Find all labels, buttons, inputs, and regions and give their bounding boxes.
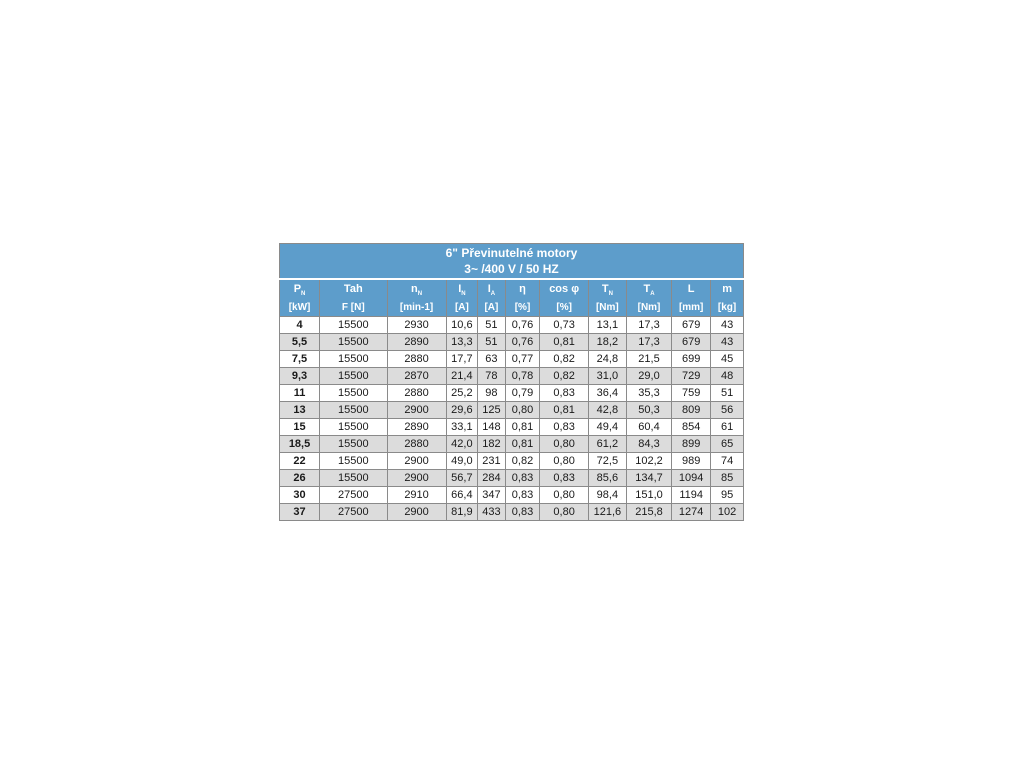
table-cell: 0,77	[505, 351, 540, 368]
table-cell: 0,83	[505, 470, 540, 487]
table-cell: 18,2	[588, 334, 626, 351]
table-cell: 854	[672, 419, 711, 436]
column-header	[280, 279, 320, 317]
table-cell: 15500	[320, 453, 387, 470]
table-row	[280, 351, 744, 368]
table-cell: 33,1	[446, 419, 478, 436]
table-cell: 13,1	[588, 317, 626, 334]
table-cell: 13,3	[446, 334, 478, 351]
table-cell: 36,4	[588, 385, 626, 402]
table-cell: 182	[478, 436, 505, 453]
table-cell: 0,80	[540, 436, 589, 453]
table-cell: 9,3	[280, 368, 320, 385]
table-cell: 42,0	[446, 436, 478, 453]
table-cell: 66,4	[446, 487, 478, 504]
table-cell: 0,83	[540, 470, 589, 487]
table-cell: 0,81	[505, 419, 540, 436]
table-row	[280, 385, 744, 402]
table-cell: 2890	[387, 334, 446, 351]
table-cell: 15500	[320, 351, 387, 368]
table-cell: 85	[711, 470, 744, 487]
table-row	[280, 334, 744, 351]
table-cell: 0,80	[505, 402, 540, 419]
table-cell: 48	[711, 368, 744, 385]
table-cell: 151,0	[626, 487, 671, 504]
column-header	[672, 279, 711, 317]
column-symbol-subscript: N	[417, 290, 423, 297]
table-cell: 81,9	[446, 504, 478, 521]
table-cell: 809	[672, 402, 711, 419]
table-cell: 78	[478, 368, 505, 385]
table-cell: 2900	[387, 453, 446, 470]
table-cell: 0,81	[505, 436, 540, 453]
table-cell: 17,3	[626, 334, 671, 351]
column-header-row	[280, 279, 744, 317]
column-unit: [A]	[484, 301, 499, 313]
column-unit: [kW]	[288, 301, 311, 313]
table-cell: 0,76	[505, 334, 540, 351]
column-symbol: η	[519, 282, 526, 295]
column-header	[505, 279, 540, 317]
table-cell: 21,4	[446, 368, 478, 385]
table-cell: 0,79	[505, 385, 540, 402]
table-cell: 0,80	[540, 487, 589, 504]
table-row	[280, 317, 744, 334]
table-cell: 729	[672, 368, 711, 385]
table-row	[280, 470, 744, 487]
motor-spec-sheet	[279, 243, 744, 521]
table-cell: 284	[478, 470, 505, 487]
column-unit: [mm]	[678, 301, 704, 313]
table-row	[280, 487, 744, 504]
table-cell: 2910	[387, 487, 446, 504]
table-cell: 899	[672, 436, 711, 453]
table-body	[280, 317, 744, 521]
column-header	[626, 279, 671, 317]
table-cell: 102,2	[626, 453, 671, 470]
column-symbol: cos φ	[549, 282, 580, 295]
column-symbol-subscript: N	[608, 290, 613, 297]
table-cell: 989	[672, 453, 711, 470]
table-cell: 26	[280, 470, 320, 487]
table-row	[280, 402, 744, 419]
table-cell: 42,8	[588, 402, 626, 419]
table-cell: 37	[280, 504, 320, 521]
column-unit: [A]	[454, 301, 469, 313]
table-cell: 98	[478, 385, 505, 402]
table-cell: 25,2	[446, 385, 478, 402]
table-cell: 0,81	[540, 402, 589, 419]
table-cell: 11	[280, 385, 320, 402]
table-title-row	[280, 244, 744, 280]
table-row	[280, 368, 744, 385]
table-cell: 17,3	[626, 317, 671, 334]
table-cell: 433	[478, 504, 505, 521]
column-unit: [Nm]	[637, 301, 661, 313]
table-cell: 0,82	[540, 368, 589, 385]
column-header	[387, 279, 446, 317]
column-symbol-subscript: A	[490, 290, 496, 297]
column-header	[711, 279, 744, 317]
table-cell: 1094	[672, 470, 711, 487]
table-cell: 4	[280, 317, 320, 334]
table-cell: 759	[672, 385, 711, 402]
column-symbol: $n_N$	[411, 282, 423, 297]
table-cell: 95	[711, 487, 744, 504]
table-cell: 18,5	[280, 436, 320, 453]
table-cell: 27500	[320, 504, 387, 521]
table-cell: 125	[478, 402, 505, 419]
column-unit: [%]	[556, 301, 572, 313]
table-cell: 15500	[320, 368, 387, 385]
table-cell: 0,78	[505, 368, 540, 385]
column-symbol: L	[687, 282, 695, 295]
table-cell: 2900	[387, 402, 446, 419]
table-cell: 1274	[672, 504, 711, 521]
table-cell: 134,7	[626, 470, 671, 487]
table-cell: 2900	[387, 504, 446, 521]
table-cell: 15500	[320, 470, 387, 487]
table-cell: 56,7	[446, 470, 478, 487]
table-cell: 2870	[387, 368, 446, 385]
table-cell: 679	[672, 317, 711, 334]
table-cell: 0,82	[505, 453, 540, 470]
table-cell: 15500	[320, 385, 387, 402]
table-cell: 13	[280, 402, 320, 419]
column-header	[540, 279, 589, 317]
column-symbol: m	[722, 282, 732, 295]
table-cell: 21,5	[626, 351, 671, 368]
column-symbol: Tah	[343, 282, 363, 295]
table-cell: 30	[280, 487, 320, 504]
table-cell: 72,5	[588, 453, 626, 470]
table-cell: 0,76	[505, 317, 540, 334]
table-cell: 85,6	[588, 470, 626, 487]
table-cell: 2900	[387, 470, 446, 487]
table-cell: 679	[672, 334, 711, 351]
table-cell: 63	[478, 351, 505, 368]
table-cell: 74	[711, 453, 744, 470]
table-cell: 2930	[387, 317, 446, 334]
table-cell: 7,5	[280, 351, 320, 368]
table-cell: 51	[478, 317, 505, 334]
column-unit: [min-1]	[399, 301, 434, 313]
column-symbol-subscript: A	[650, 290, 655, 297]
column-symbol-subscript: N	[301, 290, 306, 297]
table-cell: 15500	[320, 436, 387, 453]
table-cell: 10,6	[446, 317, 478, 334]
column-unit: [kg]	[717, 301, 737, 313]
table-cell: 24,8	[588, 351, 626, 368]
table-cell: 15500	[320, 402, 387, 419]
column-unit: F [N]	[341, 301, 365, 313]
table-title-line1: 6" Převinutelné motory	[445, 246, 578, 260]
table-cell: 43	[711, 334, 744, 351]
table-cell: 51	[478, 334, 505, 351]
table-cell: 65	[711, 436, 744, 453]
table-cell: 0,83	[505, 487, 540, 504]
table-cell: 121,6	[588, 504, 626, 521]
table-cell: 699	[672, 351, 711, 368]
table-cell: 84,3	[626, 436, 671, 453]
table-cell: 0,83	[505, 504, 540, 521]
column-header	[478, 279, 505, 317]
table-cell: 15500	[320, 419, 387, 436]
table-cell: 148	[478, 419, 505, 436]
table-cell: 0,80	[540, 504, 589, 521]
column-symbol: $I_N$	[458, 282, 466, 297]
table-row	[280, 419, 744, 436]
table-cell: 31,0	[588, 368, 626, 385]
column-symbol-subscript: N	[461, 290, 466, 297]
table-cell: 15	[280, 419, 320, 436]
column-symbol: $T_N$	[601, 282, 613, 297]
column-header	[588, 279, 626, 317]
column-header	[446, 279, 478, 317]
table-row	[280, 453, 744, 470]
table-cell: 45	[711, 351, 744, 368]
column-symbol: $P_N$	[293, 282, 306, 297]
table-cell: 15500	[320, 317, 387, 334]
table-cell: 1194	[672, 487, 711, 504]
table-cell: 2880	[387, 385, 446, 402]
column-symbol: $T_A$	[643, 282, 655, 297]
table-cell: 2880	[387, 436, 446, 453]
table-cell: 29,0	[626, 368, 671, 385]
table-cell: 2890	[387, 419, 446, 436]
table-cell: 0,83	[540, 385, 589, 402]
table-cell: 102	[711, 504, 744, 521]
column-unit: [%]	[514, 301, 531, 313]
column-header	[320, 279, 387, 317]
table-cell: 51	[711, 385, 744, 402]
table-cell: 27500	[320, 487, 387, 504]
table-cell: 215,8	[626, 504, 671, 521]
table-cell: 5,5	[280, 334, 320, 351]
table-cell: 56	[711, 402, 744, 419]
table-cell: 0,83	[540, 419, 589, 436]
table-cell: 17,7	[446, 351, 478, 368]
table-cell: 231	[478, 453, 505, 470]
table-title	[280, 244, 744, 280]
table-cell: 15500	[320, 334, 387, 351]
table-cell: 2880	[387, 351, 446, 368]
table-cell: 347	[478, 487, 505, 504]
motor-spec-table	[279, 243, 744, 521]
table-cell: 50,3	[626, 402, 671, 419]
table-cell: 35,3	[626, 385, 671, 402]
table-cell: 61,2	[588, 436, 626, 453]
table-cell: 61	[711, 419, 744, 436]
table-cell: 60,4	[626, 419, 671, 436]
table-title-line2: 3~ /400 V / 50 HZ	[464, 262, 559, 276]
table-cell: 0,73	[540, 317, 589, 334]
table-cell: 0,81	[540, 334, 589, 351]
table-cell: 0,82	[540, 351, 589, 368]
column-unit: [Nm]	[595, 301, 619, 313]
table-cell: 98,4	[588, 487, 626, 504]
table-cell: 0,80	[540, 453, 589, 470]
table-cell: 49,0	[446, 453, 478, 470]
column-symbol: $I_A$	[487, 282, 496, 297]
table-cell: 22	[280, 453, 320, 470]
table-cell: 49,4	[588, 419, 626, 436]
table-row	[280, 436, 744, 453]
table-cell: 29,6	[446, 402, 478, 419]
table-row	[280, 504, 744, 521]
table-cell: 43	[711, 317, 744, 334]
